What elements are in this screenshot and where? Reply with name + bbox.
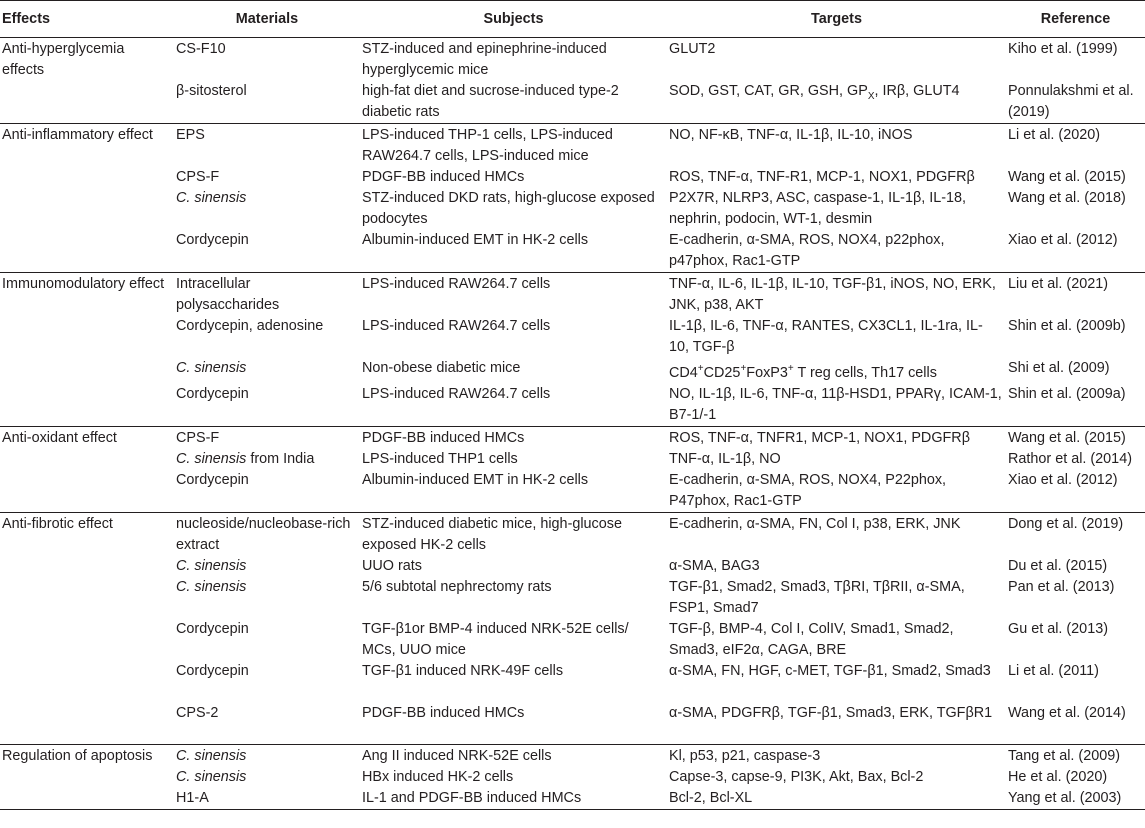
reference-cell: Yang et al. (2003) [1006,788,1145,810]
subject-cell: Albumin-induced EMT in HK-2 cells [362,471,589,488]
table-row [0,767,1145,788]
targets-cell: TNF-α, IL-1β, NO [669,450,781,467]
subject-cell: PDGF-BB induced HMCs [360,426,667,449]
reference-cell: Tang et al. (2009) [1006,745,1145,768]
subject-cell: Albumin-induced EMT in HK-2 cells [362,232,589,248]
reference-cell: Gu et al. (2013) [1008,620,1108,637]
targets-cell: P2X7R, NLRP3, ASC, caspase-1, IL-1β, IL-18, nephrin, podocin, WT-1, desmin [669,190,967,227]
reference-cell: Xiao et al. (2012) [1008,471,1118,488]
effect-cell: Anti-oxidant effect [0,426,174,449]
reference-cell: Wang et al. (2014) [1008,704,1126,721]
table-row [0,426,1145,449]
table-row [0,788,1145,810]
table-row [0,167,1145,188]
material-cell: β-sitosterol [176,83,247,99]
subject-cell: HBx induced HK-2 cells [362,769,514,786]
reference-cell: Li et al. (2020) [1006,124,1145,168]
targets-cell: α-SMA, FN, HGF, c-MET, TGF-β1, Smad2, Smad3 [669,662,991,679]
table-row [0,316,1145,358]
effect-cell [0,449,174,470]
targets-cell: IL-1β, IL-6, TNF-α, RANTES, CX3CL1, IL-1ra, IL-10, TGF-β [669,318,983,355]
header-targets: Targets [667,1,1006,38]
targets-cell: ROS, TNF-α, TNF-R1, MCP-1, NOX1, PDGFRβ [669,169,975,185]
reference-cell: Du et al. (2015) [1008,557,1108,574]
table-row [0,358,1145,384]
effect-cell [0,316,174,358]
subject-cell: TGF-β1or BMP-4 induced NRK-52E cells/ MCs, UUO mice [362,620,629,658]
targets-cell: SOD, GST, CAT, GR, GSH, $GP_X$, IRβ, GLUT4 [669,83,960,102]
subject-cell: STZ-induced and epinephrine-induced hyperglycemic mice [362,41,607,78]
subject-cell: LPS-induced THP-1 cells, LPS-induced RAW264.7 cells, LPS-induced mice [360,124,667,168]
targets-cell: E-cadherin, α-SMA, ROS, NOX4, P22phox, P47phox, Rac1-GTP [669,471,947,509]
effect-cell: Anti-hyperglycemia effects [2,41,125,78]
material-cell: Cordycepin [176,620,249,637]
material-cell: CPS-F [176,169,220,185]
subject-cell: UUO rats [362,557,422,574]
material-cell: C. sinensis [176,557,247,574]
table-body [0,38,1145,810]
subject-cell: Non-obese diabetic mice [362,360,521,376]
table-row [0,38,1145,82]
reference-cell: Wang et al. (2018) [1008,190,1126,206]
material-cell: C. sinensis [176,769,247,786]
targets-cell: Capse-3, capse-9, PI3K, Akt, Bax, Bcl-2 [669,769,924,786]
table-row [0,703,1145,745]
effect-cell [0,188,174,230]
material-cell: EPS [174,124,360,168]
table-row [0,556,1145,577]
targets-cell: TGF-β1, Smad2, Smad3, TβRI, TβRII, α-SMA, FSP1, Smad7 [669,578,965,616]
material-cell: Cordycepin [176,662,249,679]
table-row [0,470,1145,513]
reference-cell: Shin et al. (2009a) [1008,385,1126,402]
effect-cell [0,81,174,124]
targets-cell: TNF-α, IL-6, IL-1β, IL-10, TGF-β1, iNOS, NO, ERK, JNK, p38, AKT [667,273,1006,317]
reference-cell: Xiao et al. (2012) [1008,232,1118,248]
subject-cell: STZ-induced DKD rats, high-glucose exposed podocytes [362,190,655,227]
targets-cell: E-cadherin, α-SMA, ROS, NOX4, p22phox, p47phox, Rac1-GTP [669,232,945,269]
subject-cell: high-fat diet and sucrose-induced type-2 diabetic rats [362,83,619,120]
reference-cell: Ponnulakshmi et al. (2019) [1008,83,1134,120]
material-cell: nucleoside/nucleobase-rich extract [174,512,360,556]
table-header [0,1,1145,38]
reference-cell: Wang et al. (2015) [1006,426,1145,449]
subject-cell: LPS-induced THP1 cells [362,450,518,467]
material-cell: Cordycepin [176,385,249,402]
targets-cell: E-cadherin, α-SMA, FN, Col I, p38, ERK, JNK [667,512,1006,556]
table-row [0,745,1145,768]
effect-cell [0,619,174,661]
subject-cell: STZ-induced diabetic mice, high-glucose exposed HK-2 cells [360,512,667,556]
reference-cell: Rathor et al. (2014) [1008,450,1132,467]
effect-cell [0,470,174,513]
targets-cell: α-SMA, PDGFRβ, TGF-β1, Smad3, ERK, TGFβR1 [669,704,993,721]
material-cell: Cordycepin, adenosine [176,318,324,334]
header-reference: Reference [1006,1,1145,38]
effect-cell [0,167,174,188]
material-cell: C. sinensis [176,190,247,206]
reference-cell: Shin et al. (2009b) [1008,318,1126,334]
subject-cell: LPS-induced RAW264.7 cells [360,273,667,317]
effect-cell [0,358,174,384]
effect-cell [0,661,174,703]
reference-cell: Shi et al. (2009) [1008,360,1110,376]
material-cell: Cordycepin [176,232,249,248]
material-cell: Cordycepin [176,471,249,488]
effect-cell: Immunomodulatory effect [0,273,174,317]
table-row [0,449,1145,470]
effect-cell [0,703,174,745]
subject-cell: PDGF-BB induced HMCs [362,169,525,185]
reference-cell: Kiho et al. (1999) [1008,41,1118,57]
table-row [0,188,1145,230]
table-row [0,230,1145,273]
table-row [0,124,1145,168]
table-row [0,577,1145,619]
targets-cell: TGF-β, BMP-4, Col I, ColIV, Smad1, Smad2, Smad3, eIF2α, CAGA, BRE [669,620,954,658]
subject-cell: Ang II induced NRK-52E cells [360,745,667,768]
material-cell: C. sinensis [174,745,360,768]
targets-cell: CD4+CD25+FoxP3+ T reg cells, Th17 cells [669,363,937,381]
reference-cell: Dong et al. (2019) [1006,512,1145,556]
targets-cell: NO, IL-1β, IL-6, TNF-α, 11β-HSD1, PPARγ, ICAM-1, B7-1/-1 [669,385,1002,423]
effect-cell [0,384,174,427]
subject-cell: IL-1 and PDGF-BB induced HMCs [360,788,667,810]
table-row [0,273,1145,317]
reference-cell: He et al. (2020) [1008,769,1108,786]
table-row [0,384,1145,427]
reference-cell: Wang et al. (2015) [1008,169,1126,185]
subject-cell: LPS-induced RAW264.7 cells [362,318,551,334]
header-row [0,1,1145,38]
material-cell: C. sinensis [176,578,247,595]
targets-cell: GLUT2 [669,41,716,57]
material-cell: CPS-F [174,426,360,449]
subject-cell: TGF-β1 induced NRK-49F cells [362,662,564,679]
reference-cell: Li et al. (2011) [1008,662,1099,679]
effect-cell [0,788,174,810]
header-effects: Effects [0,1,174,38]
effect-cell [0,230,174,273]
effect-cell [0,556,174,577]
effect-cell: Anti-fibrotic effect [0,512,174,556]
material-cell: Intracellular polysaccharides [174,273,360,317]
material-cell: CPS-2 [176,704,219,721]
targets-cell: Bcl-2, Bcl-XL [667,788,1006,810]
targets-cell: NO, NF-κB, TNF-α, IL-1β, IL-10, iNOS [667,124,1006,168]
material-cell: CS-F10 [176,41,226,57]
table-row [0,512,1145,556]
effect-cell: Regulation of apoptosis [0,745,174,768]
material-cell: C. sinensis from India [176,450,315,467]
reference-cell: Liu et al. (2021) [1006,273,1145,317]
subject-cell: 5/6 subtotal nephrectomy rats [362,578,552,595]
targets-cell: ROS, TNF-α, TNFR1, MCP-1, NOX1, PDGFRβ [667,426,1006,449]
header-subjects: Subjects [360,1,667,38]
table-row [0,81,1145,124]
effect-cell [0,767,174,788]
subject-cell: LPS-induced RAW264.7 cells [362,385,551,402]
material-cell: C. sinensis [176,360,247,376]
table-row [0,619,1145,661]
table-row [0,661,1145,703]
material-cell: H1-A [174,788,360,810]
reference-cell: Pan et al. (2013) [1008,578,1115,595]
header-materials: Materials [174,1,360,38]
subject-cell: PDGF-BB induced HMCs [362,704,525,721]
effect-cell [0,577,174,619]
effect-cell: Anti-inflammatory effect [0,124,174,168]
targets-cell: α-SMA, BAG3 [669,557,760,574]
targets-cell: Kl, p53, p21, caspase-3 [667,745,1006,768]
